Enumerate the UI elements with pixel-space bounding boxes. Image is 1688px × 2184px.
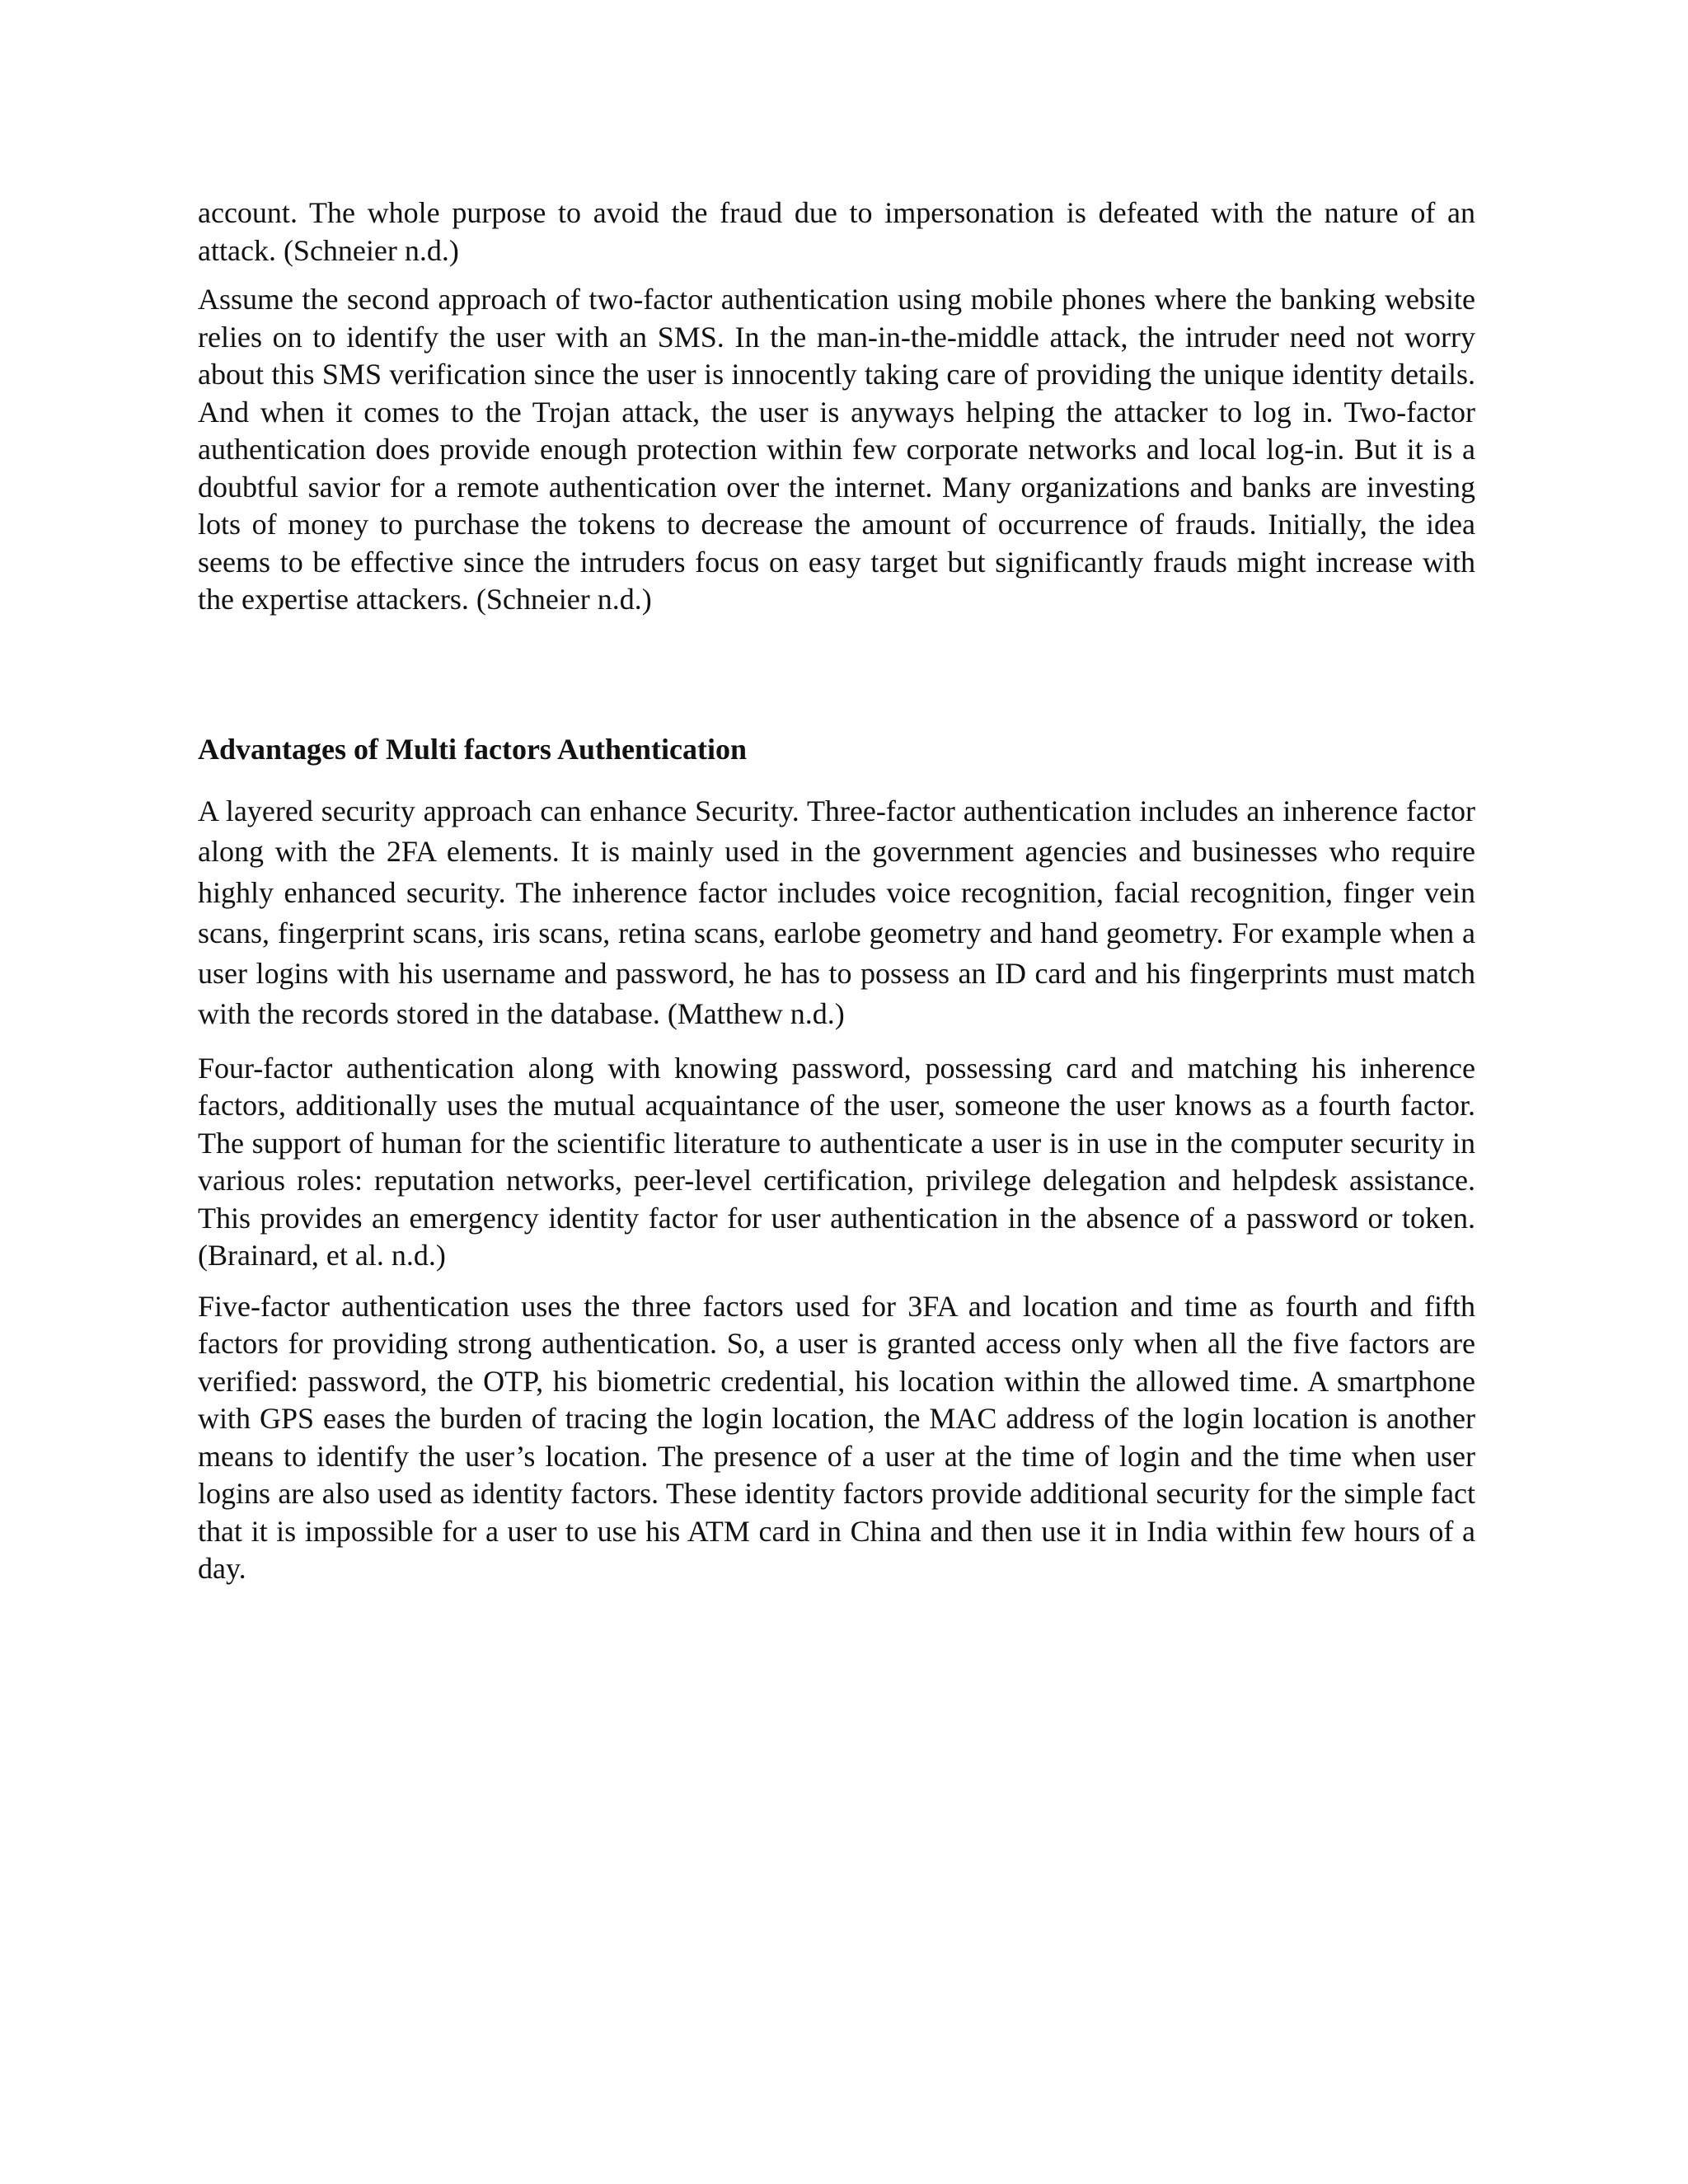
section-spacer: [198, 630, 1475, 731]
paragraph-four-factor: Four-factor authentication along with knowing password, possessing card and matching his inherence factors, additionally uses the mutual acquaintance of the user, someone the user knows as a fourth factor. The support of human for the scientific literature to authenticate a user is in use in the computer security in various roles: reputation networks, peer-level certification, privilege delegation and helpdesk assistance. This provides an emergency identity factor for user authentication in the absence of a password or token. (Brainard, et al. n.d.): [198, 1051, 1475, 1272]
paragraph-two-factor-mobile: Assume the second approach of two-factor authentication using mobile phones where the banking website relies on to identify the user with an SMS. In the man-in-the-middle attack, the intruder need not worry about this SMS verification since the user is innocently taking care of providing the unique identity details. And when it comes to the Trojan attack, the user is anyways helping the attacker to log in. Two-factor authentication does provide enough protection within few corporate networks and local log-in. But it is a doubtful savior for a remote authentication over the internet. Many organizations and banks are investing lots of money to purchase the tokens to decrease the amount of occurrence of frauds. Initially, the idea seems to be effective since the intruders focus on easy target but significantly frauds might increase with the expertise attackers. (Schneier n.d.): [198, 283, 1475, 616]
section-heading: Advantages of Multi factors Authentication: [198, 732, 747, 766]
paragraph-three-factor: A layered security approach can enhance Security. Three-factor authentication includes an inherence factor along with the 2FA elements. It is mainly used in the government agencies and businesses who require highly enhanced security. The inherence factor includes voice recognition, facial recognition, finger vein scans, fingerprint scans, iris scans, retina scans, earlobe geometry and hand geometry. For example when a user logins with his username and password, he has to possess an ID card and his fingerprints must match with the records stored in the database. (Matthew n.d.): [198, 794, 1475, 1031]
paragraph-attack-summary: account. The whole purpose to avoid the fraud due to impersonation is defeated with the nature of an attack. (Schneier n.d.): [198, 196, 1475, 267]
paragraph-five-factor: Five-factor authentication uses the three factors used for 3FA and location and time as fourth and fifth factors for providing strong authentication. So, a user is granted access only when all the five factors are verified: password, the OTP, his biometric credential, his location within the allowed time. A smartphone with GPS eases the burden of tracing the login location, the MAC address of the login location is another means to identify the user’s location. The presence of a user at the time of login and the time when user logins are also used as identity factors. These identity factors provide additional security for the simple fact that it is impossible for a user to use his ATM card in China and then use it in India within few hours of a day.: [198, 1289, 1475, 1586]
document-body: [198, 194, 1475, 1601]
